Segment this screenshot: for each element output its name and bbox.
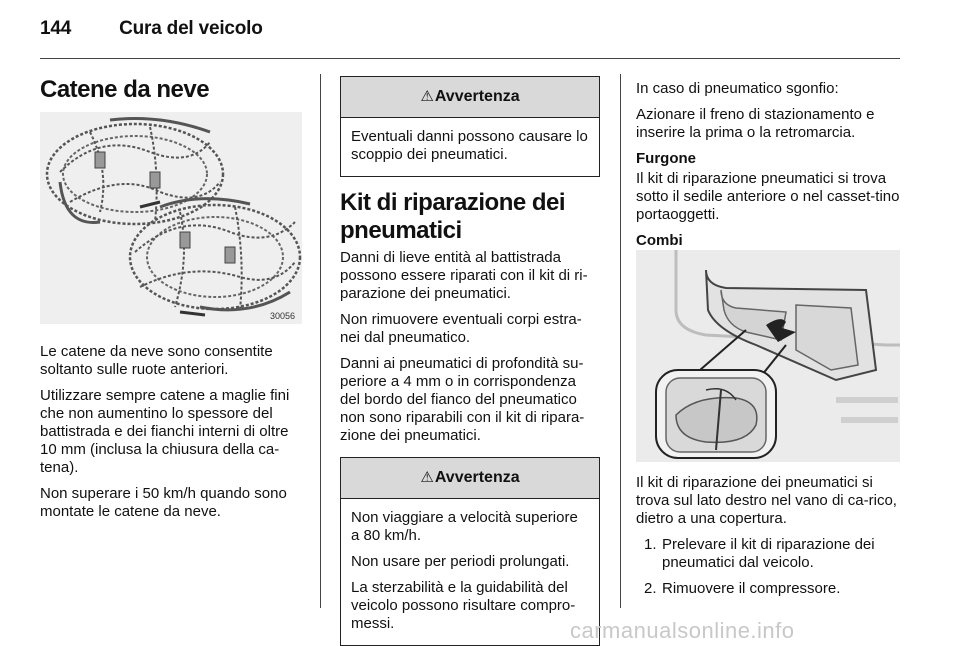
snow-chains-drawing bbox=[40, 112, 302, 324]
left-column bbox=[40, 76, 302, 104]
warning-box-1 bbox=[340, 76, 600, 177]
steps-list bbox=[636, 536, 900, 598]
middle-column bbox=[340, 76, 600, 646]
step-text: Rimuovere il compressore. bbox=[662, 580, 841, 597]
paragraph: Danni di lieve entità al battistrada possono essere riparati con il kit di ri-parazione dei pneumatici. bbox=[340, 249, 588, 302]
warning-body bbox=[341, 499, 599, 645]
right-column-lower bbox=[636, 474, 900, 606]
paragraph: Azionare il freno di stazionamento e inserire la prima o la retromarcia. bbox=[636, 106, 875, 141]
warning-body bbox=[341, 118, 599, 176]
warning-line: La sterzabilità e la guidabilità del veicolo possono risultare compro-messi. bbox=[351, 579, 576, 632]
page-header bbox=[40, 18, 263, 40]
figure-code: 30056 bbox=[270, 311, 296, 321]
paragraph: Le catene da neve sono consentite soltanto sulle ruote anteriori. bbox=[40, 343, 273, 378]
subheading-furgone: Furgone bbox=[636, 150, 696, 167]
left-column-text bbox=[40, 343, 302, 529]
list-item bbox=[636, 536, 900, 572]
warning-title-bar bbox=[341, 458, 599, 499]
warning-icon: ⚠ bbox=[420, 469, 434, 486]
right-column bbox=[636, 80, 900, 258]
watermark: carmanualsonline.info bbox=[570, 618, 795, 643]
paragraph: Il kit di riparazione dei pneumatici si trova sul lato destro nel vano di ca-rico, dietro a una copertura. bbox=[636, 474, 897, 527]
warning-title-bar bbox=[341, 77, 599, 118]
paragraph: Il kit di riparazione pneumatici si trova sotto il sedile anteriore o nel casset-tino portaoggetti. bbox=[636, 170, 900, 223]
paragraph: Non superare i 50 km/h quando sono montate le catene da neve. bbox=[40, 485, 287, 520]
warning-icon: ⚠ bbox=[420, 88, 434, 105]
chapter-title: Cura del veicolo bbox=[119, 18, 263, 39]
snow-chains-illustration bbox=[40, 112, 302, 324]
paragraph: Utilizzare sempre catene a maglie fini che non aumentino lo spessore del battistrada e dei fianchi interni di oltre 10 mm (inclusa la chiusura della ca-tena). bbox=[40, 387, 290, 476]
section-title-repair-kit: Kit di riparazione dei pneumatici bbox=[340, 189, 566, 244]
page-number: 144 bbox=[40, 18, 72, 39]
column-divider-1 bbox=[320, 74, 321, 608]
step-number: 1. bbox=[644, 536, 657, 553]
step-number: 2. bbox=[644, 580, 657, 597]
repair-kit-location-drawing bbox=[636, 250, 900, 462]
warning-title: Avvertenza bbox=[434, 88, 520, 105]
section-title-snow-chains: Catene da neve bbox=[40, 76, 210, 103]
warning-text: Eventuali danni possono causare lo scoppio dei pneumatici. bbox=[351, 128, 588, 163]
warning-box-2 bbox=[340, 457, 600, 646]
paragraph: Danni ai pneumatici di profondità su-periore a 4 mm o in corrispondenza del bordo del fianco del pneumatico non sono riparabili con il kit di ripara-zione dei pneumatici. bbox=[340, 355, 585, 444]
warning-line: Non viaggiare a velocità superiore a 80 km/h. bbox=[351, 509, 578, 544]
subheading-combi: Combi bbox=[636, 232, 683, 249]
paragraph: In caso di pneumatico sgonfio: bbox=[636, 80, 839, 97]
warning-line: Non usare per periodi prolungati. bbox=[351, 553, 570, 570]
paragraph: Non rimuovere eventuali corpi estra-nei dal pneumatico. bbox=[340, 311, 582, 346]
list-item bbox=[636, 580, 900, 598]
header-rule bbox=[40, 58, 900, 59]
column-divider-2 bbox=[620, 74, 621, 608]
cargo-compartment-illustration bbox=[636, 250, 900, 462]
step-text: Prelevare il kit di riparazione dei pneumatici dal veicolo. bbox=[662, 536, 875, 571]
warning-title: Avvertenza bbox=[434, 469, 520, 486]
